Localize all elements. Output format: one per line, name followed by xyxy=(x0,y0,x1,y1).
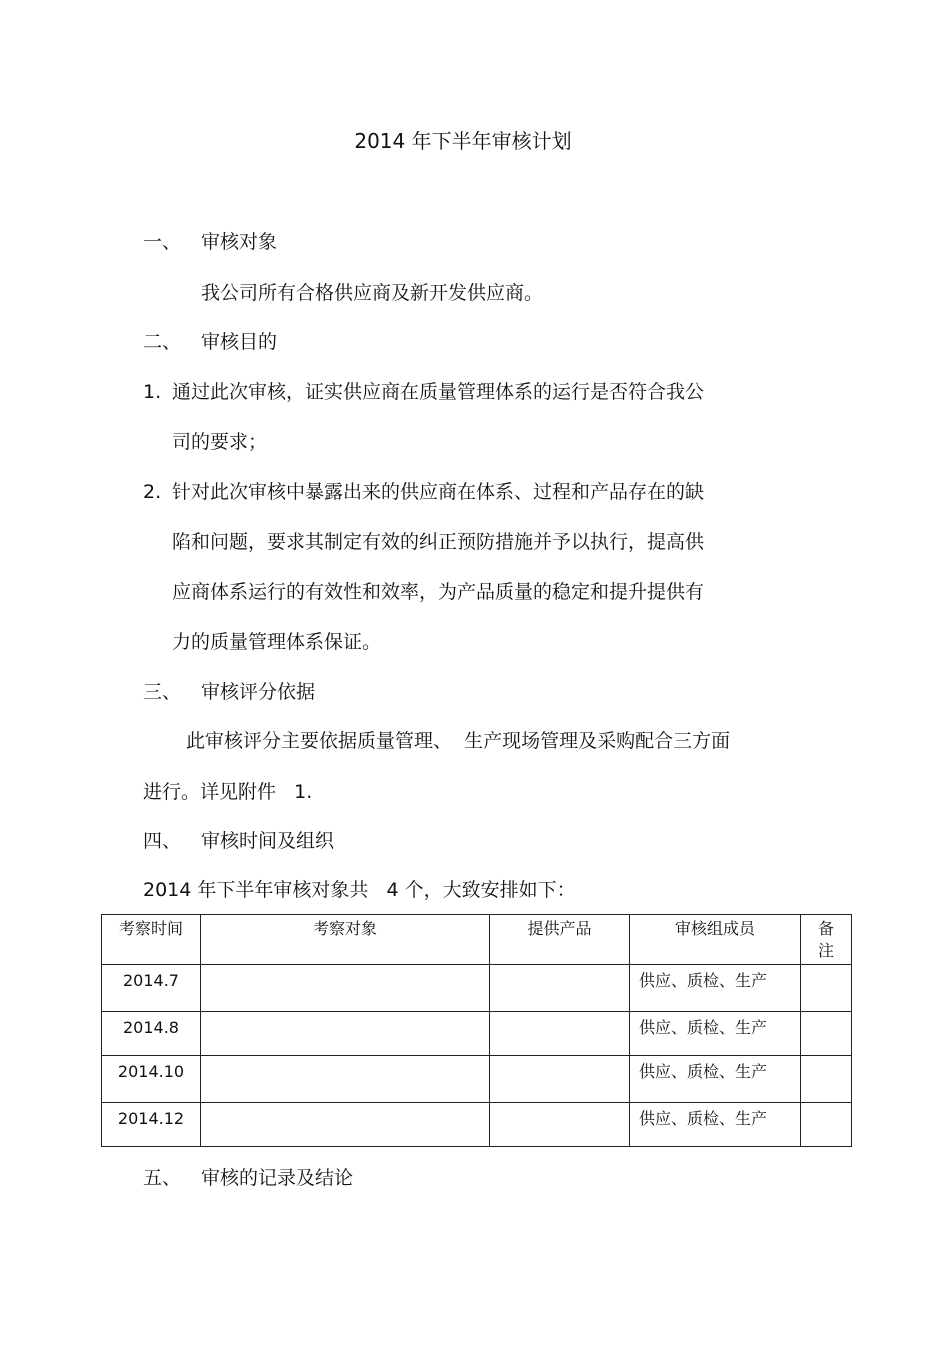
section-1-body: 我公司所有合格供应商及新开发供应商。 xyxy=(201,282,544,304)
cell-remark xyxy=(801,965,852,1012)
header-remark-char-1: 备 xyxy=(817,919,834,938)
purpose-item-1-number: 1. xyxy=(143,381,162,403)
header-remark xyxy=(801,915,852,965)
cell-product xyxy=(490,965,630,1012)
purpose-item-1-line-2: 司的要求； xyxy=(172,431,268,453)
cell-date: 2014.7 xyxy=(102,965,201,1012)
cell-target xyxy=(201,1056,490,1103)
section-3-number: 三、 xyxy=(143,681,182,703)
header-inspection-target: 考察对象 xyxy=(201,915,490,965)
cell-team: 供应、质检、生产 xyxy=(630,1056,801,1103)
cell-remark xyxy=(801,1103,852,1147)
header-supplied-product: 提供产品 xyxy=(490,915,630,965)
section-5-heading: 审核的记录及结论 xyxy=(201,1167,354,1189)
header-inspection-time: 考察时间 xyxy=(102,915,201,965)
cell-team: 供应、质检、生产 xyxy=(630,1012,801,1056)
cell-date: 2014.10 xyxy=(102,1056,201,1103)
section-1-heading: 审核对象 xyxy=(201,231,278,253)
cell-team: 供应、质检、生产 xyxy=(630,965,801,1012)
cell-remark xyxy=(801,1056,852,1103)
purpose-item-2-number: 2. xyxy=(143,481,162,503)
table-header-row xyxy=(102,915,852,965)
purpose-item-2-line-3: 应商体系运行的有效性和效率，为产品质量的稳定和提升提供有 xyxy=(172,581,705,603)
section-1-number: 一、 xyxy=(143,231,182,253)
cell-product xyxy=(490,1056,630,1103)
cell-target xyxy=(201,1012,490,1056)
cell-product xyxy=(490,1103,630,1147)
purpose-item-2-line-2: 陷和问题，要求其制定有效的纠正预防措施并予以执行，提高供 xyxy=(172,531,705,553)
section-4-heading: 审核时间及组织 xyxy=(201,830,335,852)
cell-team: 供应、质检、生产 xyxy=(630,1103,801,1147)
table-row xyxy=(102,965,852,1012)
header-audit-team: 审核组成员 xyxy=(630,915,801,965)
section-2-heading: 审核目的 xyxy=(201,331,278,353)
section-4-intro: 2014 年下半年审核对象共 4 个，大致安排如下： xyxy=(143,879,576,901)
audit-schedule-table xyxy=(101,914,852,1147)
cell-date: 2014.12 xyxy=(102,1103,201,1147)
purpose-item-1-line-1: 通过此次审核，证实供应商在质量管理体系的运行是否符合我公 xyxy=(172,381,705,403)
cell-product xyxy=(490,1012,630,1056)
section-2-number: 二、 xyxy=(143,331,182,353)
cell-target xyxy=(201,1103,490,1147)
cell-date: 2014.8 xyxy=(102,1012,201,1056)
purpose-item-2-line-4: 力的质量管理体系保证。 xyxy=(172,631,382,653)
cell-target xyxy=(201,965,490,1012)
table-row xyxy=(102,1103,852,1147)
section-5-number: 五、 xyxy=(143,1167,182,1189)
header-remark-char-2: 注 xyxy=(817,941,834,961)
purpose-item-2-line-1: 针对此次审核中暴露出来的供应商在体系、过程和产品存在的缺 xyxy=(172,481,705,503)
table-row xyxy=(102,1012,852,1056)
section-3-heading: 审核评分依据 xyxy=(201,681,316,703)
section-3-body-line-1: 此审核评分主要依据质量管理、 生产现场管理及采购配合三方面 xyxy=(186,730,731,752)
cell-remark xyxy=(801,1012,852,1056)
page-title: 2014 年下半年审核计划 xyxy=(354,129,572,153)
section-3-body-line-2: 进行。详见附件 1. xyxy=(143,781,313,803)
section-4-number: 四、 xyxy=(143,830,182,852)
table-row xyxy=(102,1056,852,1103)
